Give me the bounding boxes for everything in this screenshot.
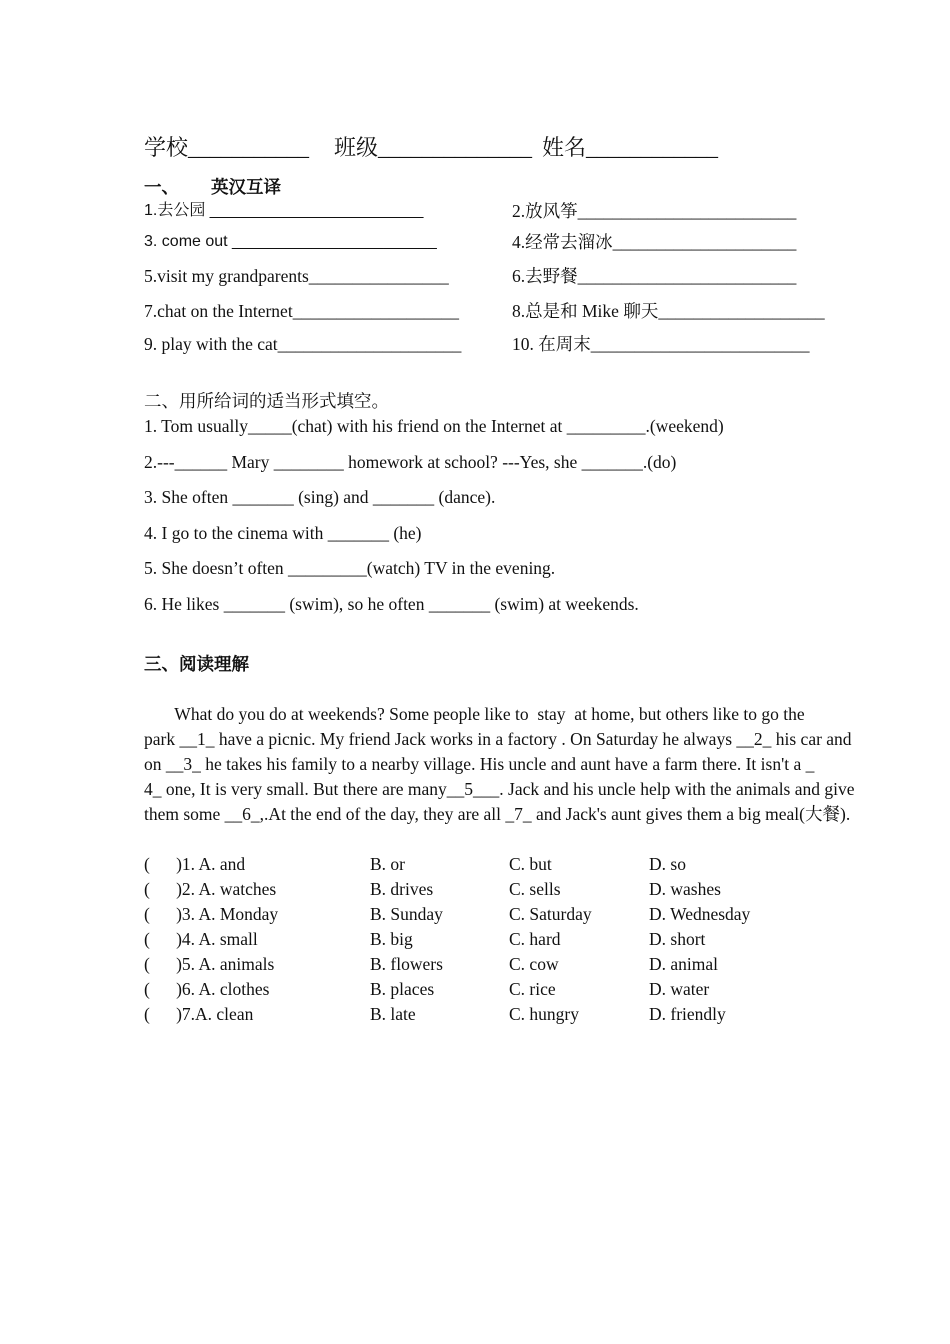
passage-line: 4_ one, It is very small. But there are many__5___. Jack and his uncle help with the animals and give (144, 779, 855, 799)
question-option-b: B. places (370, 979, 435, 999)
question-option-a: ( )6. A. clothes (144, 979, 270, 999)
section3-title: 三、阅读理解 (144, 654, 249, 674)
question-option-b: B. big (370, 929, 413, 949)
question-option-a: ( )1. A. and (144, 854, 246, 874)
question-option-b: B. or (370, 854, 405, 874)
question-option-b: B. drives (370, 879, 434, 899)
translation-item: 8.总是和 Mike 聊天___________________ (512, 301, 825, 321)
translation-item: 7.chat on the Internet___________________ (144, 301, 459, 321)
question-option-d: D. washes (649, 879, 721, 899)
section2-title: 二、用所给词的适当形式填空。 (144, 391, 389, 411)
passage-line: park __1_ have a picnic. My friend Jack works in a factory . On Saturday he always __2_ his car and (144, 729, 852, 749)
question-option-b: B. Sunday (370, 904, 443, 924)
fill-item: 5. She doesn’t often _________(watch) TV in the evening. (144, 558, 556, 578)
question-option-b: B. late (370, 1004, 416, 1024)
question-option-a: ( )2. A. watches (144, 879, 277, 899)
question-option-d: D. short (649, 929, 706, 949)
fill-item: 3. She often _______ (sing) and _______ (dance). (144, 487, 496, 507)
question-option-a: ( )5. A. animals (144, 954, 275, 974)
section1-number: 一、 (144, 177, 179, 197)
question-option-d: D. water (649, 979, 710, 999)
question-option-a: ( )7.A. clean (144, 1004, 254, 1024)
translation-item: 5.visit my grandparents________________ (144, 266, 449, 286)
class-field[interactable]: 班级______________ (334, 135, 533, 160)
fill-item: 6. He likes _______ (swim), so he often _______ (swim) at weekends. (144, 594, 639, 614)
fill-item: 4. I go to the cinema with _______ (he) (144, 523, 422, 543)
school-field[interactable]: 学校___________ (144, 135, 310, 160)
question-option-c: C. Saturday (509, 904, 592, 924)
question-option-c: C. rice (509, 979, 556, 999)
question-option-a: ( )3. A. Monday (144, 904, 279, 924)
question-option-a: ( )4. A. small (144, 929, 258, 949)
question-option-c: C. but (509, 854, 552, 874)
question-option-c: C. sells (509, 879, 561, 899)
translation-item: 6.去野餐_________________________ (512, 266, 797, 286)
translation-item: 1.去公园 ________________________ (144, 202, 424, 219)
reading-passage (144, 702, 934, 827)
name-field[interactable]: 姓名____________ (542, 135, 719, 160)
question-option-d: D. Wednesday (649, 904, 751, 924)
question-option-d: D. so (649, 854, 686, 874)
question-option-c: C. hungry (509, 1004, 579, 1024)
question-option-d: D. animal (649, 954, 719, 974)
passage-line: on __3_ he takes his family to a nearby village. His uncle and aunt have a farm there. It isn't a _ (144, 754, 815, 774)
question-option-b: B. flowers (370, 954, 443, 974)
translation-item: 9. play with the cat_____________________ (144, 334, 462, 354)
fill-item: 2.---______ Mary ________ homework at school? ---Yes, she _______.(do) (144, 452, 677, 472)
question-option-c: C. cow (509, 954, 559, 974)
passage-line: them some __6_,.At the end of the day, they are all _7_ and Jack's aunt gives them a big meal(大餐). (144, 804, 851, 824)
translation-item: 3. come out _______________________ (144, 233, 437, 250)
question-option-d: D. friendly (649, 1004, 726, 1024)
passage-line: What do you do at weekends? Some people like to stay at home, but others like to go the (144, 704, 805, 724)
section1-title: 英汉互译 (211, 177, 281, 197)
translation-item: 4.经常去溜冰_____________________ (512, 232, 797, 252)
fill-item: 1. Tom usually_____(chat) with his friend on the Internet at _________.(weekend) (144, 416, 724, 436)
translation-item: 10. 在周末_________________________ (512, 334, 810, 354)
translation-item: 2.放风筝_________________________ (512, 201, 797, 221)
question-option-c: C. hard (509, 929, 561, 949)
